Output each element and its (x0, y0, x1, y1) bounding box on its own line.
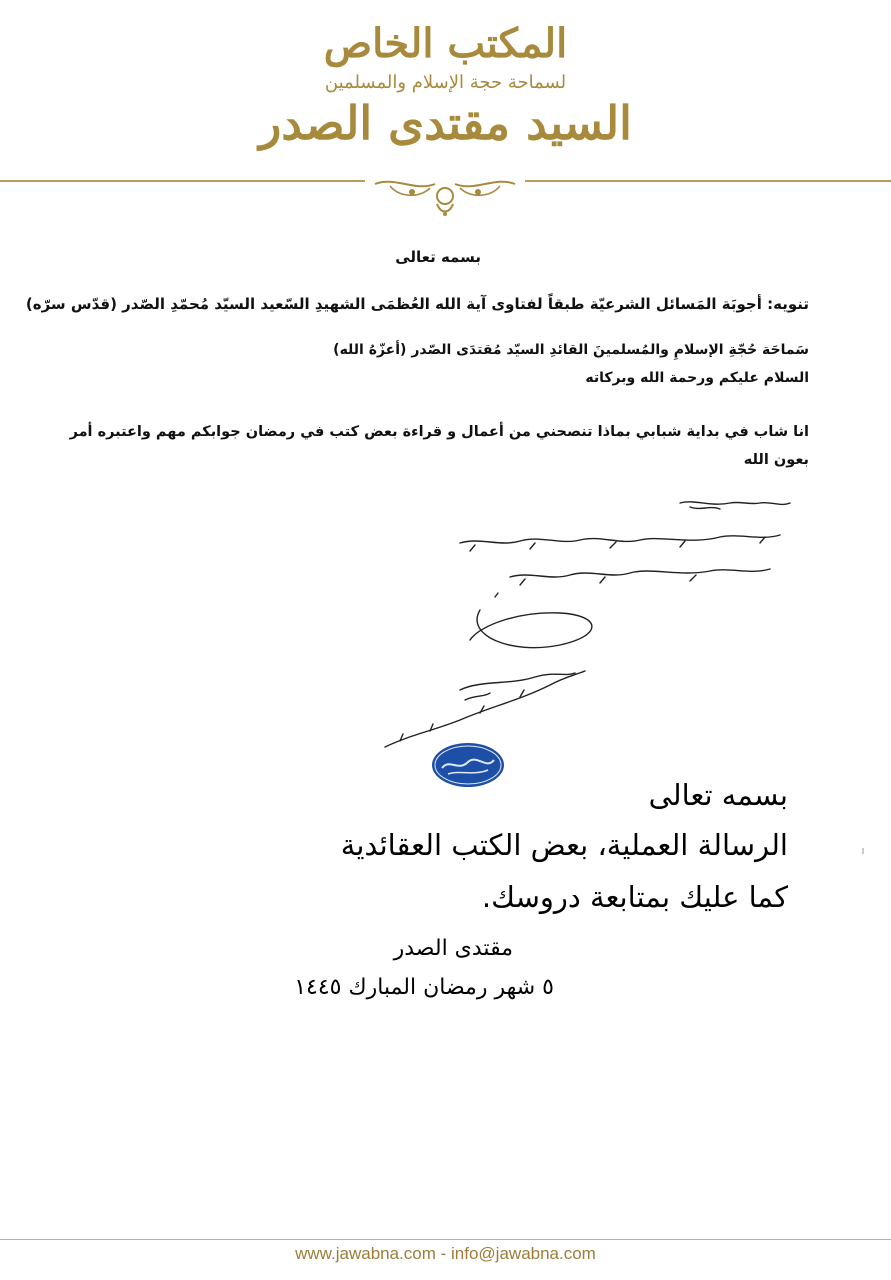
letterhead-office-title: المكتب الخاص (323, 20, 568, 67)
ornament-icon (365, 174, 525, 220)
footer-contact: www.jawabna.com - info@jawabna.com (295, 1244, 596, 1263)
margin-mark (862, 848, 864, 854)
handwritten-answer (360, 485, 820, 760)
letter-greeting: السلام عليكم ورحمة الله وبركاته (585, 370, 809, 386)
letterhead-name: السيد مقتدى الصدر (259, 96, 632, 150)
transcription-date: ٥ شهر رمضان المبارك ١٤٤٥ (294, 975, 554, 1000)
transcription-line-1: الرسالة العملية، بعض الكتب العقائدية (340, 828, 788, 862)
letter-addressee: سَماحَة حُجّةِ الإسلامِ والمُسلمينَ القائدِ السيّد مُقتدَى الصّدر (أعزّهُ الله) (333, 342, 809, 358)
transcription-signature-name: مقتدى الصدر (393, 936, 513, 961)
letter-question: انا شاب في بداية شبابي بماذا تنصحني من أعمال و قراءة بعض كتب في رمضان جوابكم مهم واعتبره أمر بعون الله (69, 424, 809, 468)
transcription-basmala: بسمه تعالى (648, 778, 788, 812)
transcription-line-2: كما عليك بمتابعة دروسك. (481, 880, 788, 914)
seal-stamp (428, 740, 508, 790)
letterhead-subtitle: لسماحة حجة الإسلام والمسلمين (324, 72, 567, 93)
letter-notice: تنويه: أجوبَة المَسائل الشرعيّة طبقاً لفتاوى آية الله العُظمَى الشهيدِ السّعيد السيّد مُحمّدِ الصّدر (قدّس سرّه) (25, 295, 809, 313)
footer-divider (0, 1239, 891, 1240)
letter-basmala: بسمه تعالى (395, 248, 481, 266)
